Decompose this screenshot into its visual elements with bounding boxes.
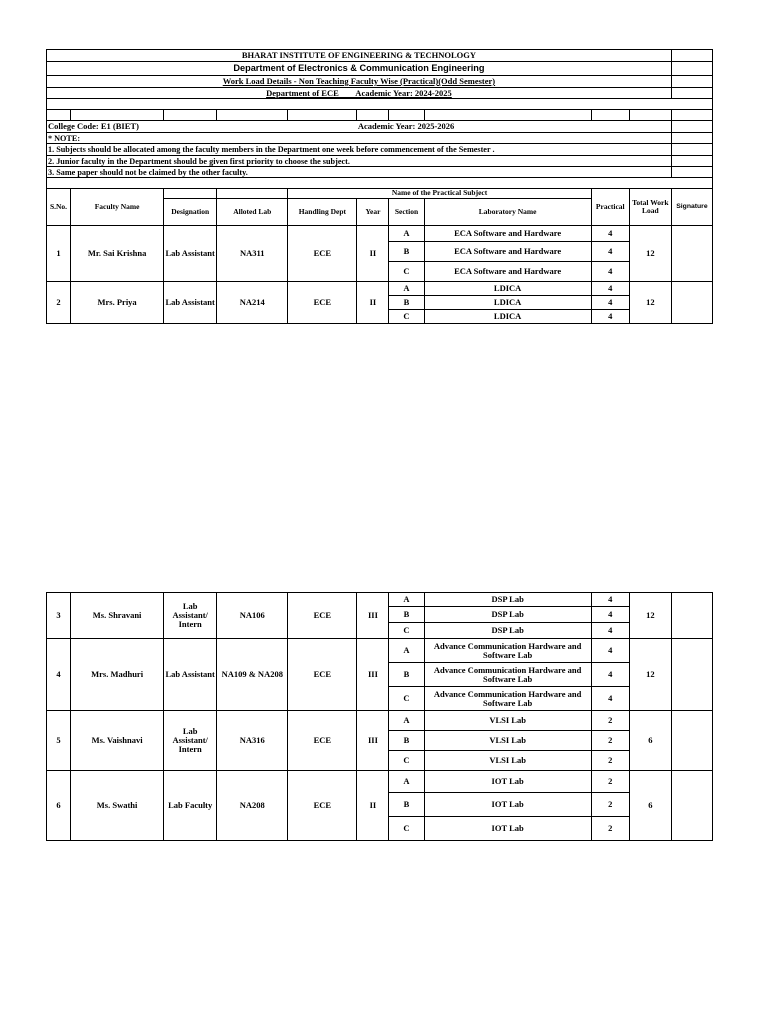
note-item: 3. Same paper should not be claimed by the other faculty. [47, 167, 672, 178]
total-workload-cell: 12 [629, 226, 671, 282]
faculty-name-cell: Ms. Shravani [71, 593, 164, 639]
alloted-lab-cell: NA109 & NA208 [217, 639, 288, 711]
faculty-name-cell: Ms. Swathi [71, 771, 164, 841]
spacer-row [47, 178, 713, 189]
sno-cell: 1 [47, 226, 71, 282]
blank-cell [671, 62, 712, 76]
practical-cell: 2 [591, 711, 629, 731]
signature-cell [671, 711, 712, 771]
practical-cell: 4 [591, 623, 629, 639]
designation-cell: Lab Assistant [164, 282, 217, 324]
section-cell: B [389, 731, 424, 751]
lab-name-cell: ECA Software and Hardware [424, 262, 591, 282]
table-row [47, 282, 713, 296]
alloted-lab-cell: NA106 [217, 593, 288, 639]
designation-cell: Lab Assistant/ Intern [164, 711, 217, 771]
year-cell: III [357, 593, 389, 639]
section-cell: B [389, 296, 424, 310]
col-header-signature: Signature [671, 189, 712, 226]
department-name: Department of Electronics & Communication Engineering [47, 62, 672, 76]
blank-cell [671, 88, 712, 99]
total-workload-cell: 12 [629, 639, 671, 711]
signature-cell [671, 639, 712, 711]
college-code: College Code: E1 (BIET) [47, 121, 288, 133]
lab-name-cell: LDICA [424, 296, 591, 310]
handling-dept-cell: ECE [288, 639, 357, 711]
signature-cell [671, 593, 712, 639]
academic-year: Academic Year: 2025-2026 [288, 121, 672, 133]
institute-name: BHARAT INSTITUTE OF ENGINEERING & TECHNOLOGY [47, 50, 672, 62]
designation-cell: Lab Assistant [164, 639, 217, 711]
practical-cell: 2 [591, 751, 629, 771]
section-cell: B [389, 663, 424, 687]
lab-name-cell: Advance Communication Hardware and Software Lab [424, 639, 591, 663]
total-workload-cell: 12 [629, 282, 671, 324]
table-row [47, 593, 713, 607]
col-header-alloted-lab: Alloted Lab [217, 199, 288, 226]
practical-cell: 4 [591, 296, 629, 310]
lab-name-cell: DSP Lab [424, 607, 591, 623]
table-row [47, 771, 713, 793]
department-academic-year: Department of ECE Academic Year: 2024-2025 [47, 88, 672, 99]
note-item: 2. Junior faculty in the Department should be given first priority to choose the subject. [47, 156, 672, 167]
col-header-sno: S.No. [47, 189, 71, 226]
handling-dept-cell: ECE [288, 593, 357, 639]
practical-cell: 2 [591, 793, 629, 817]
workload-table-part1 [46, 49, 713, 324]
lab-name-cell: LDICA [424, 310, 591, 324]
practical-cell: 4 [591, 262, 629, 282]
table-row [47, 226, 713, 242]
practical-cell: 4 [591, 226, 629, 242]
handling-dept-cell: ECE [288, 282, 357, 324]
year-cell: II [357, 226, 389, 282]
practical-cell: 4 [591, 607, 629, 623]
sno-cell: 3 [47, 593, 71, 639]
blank-cell [671, 50, 712, 62]
blank-cell [671, 121, 712, 133]
faculty-name-cell: Mrs. Madhuri [71, 639, 164, 711]
total-workload-cell: 6 [629, 711, 671, 771]
col-header-faculty: Faculty Name [71, 189, 164, 226]
alloted-lab-cell: NA214 [217, 282, 288, 324]
lab-name-cell: ECA Software and Hardware [424, 242, 591, 262]
lab-name-cell: IOT Lab [424, 771, 591, 793]
section-cell: C [389, 310, 424, 324]
year-cell: II [357, 771, 389, 841]
section-cell: A [389, 226, 424, 242]
section-cell: C [389, 751, 424, 771]
practical-cell: 4 [591, 282, 629, 296]
lab-name-cell: ECA Software and Hardware [424, 226, 591, 242]
alloted-lab-cell: NA311 [217, 226, 288, 282]
practical-cell: 4 [591, 310, 629, 324]
year-cell: II [357, 282, 389, 324]
total-workload-cell: 6 [629, 771, 671, 841]
section-cell: C [389, 817, 424, 841]
designation-cell: Lab Faculty [164, 771, 217, 841]
section-cell: A [389, 593, 424, 607]
col-header-subject-group: Name of the Practical Subject [288, 189, 591, 199]
note-title: * NOTE: [47, 133, 672, 144]
workload-title: Work Load Details - Non Teaching Faculty Wise (Practical)(Odd Semester) [47, 76, 672, 88]
faculty-name-cell: Mr. Sai Krishna [71, 226, 164, 282]
lab-name-cell: Advance Communication Hardware and Software Lab [424, 663, 591, 687]
lab-name-cell: DSP Lab [424, 593, 591, 607]
section-cell: A [389, 711, 424, 731]
section-cell: A [389, 771, 424, 793]
practical-cell: 2 [591, 771, 629, 793]
blank-cell [671, 76, 712, 88]
section-cell: C [389, 262, 424, 282]
section-cell: C [389, 687, 424, 711]
designation-cell: Lab Assistant [164, 226, 217, 282]
col-header-section: Section [389, 199, 424, 226]
sno-cell: 2 [47, 282, 71, 324]
spacer-row [47, 99, 713, 110]
section-cell: C [389, 623, 424, 639]
section-cell: B [389, 607, 424, 623]
lab-name-cell: DSP Lab [424, 623, 591, 639]
section-cell: B [389, 793, 424, 817]
practical-cell: 4 [591, 687, 629, 711]
practical-cell: 4 [591, 593, 629, 607]
workload-table-part2 [46, 592, 713, 841]
signature-cell [671, 771, 712, 841]
section-cell: A [389, 282, 424, 296]
practical-cell: 4 [591, 639, 629, 663]
handling-dept-cell: ECE [288, 711, 357, 771]
faculty-name-cell: Ms. Vaishnavi [71, 711, 164, 771]
table-row [47, 711, 713, 731]
sno-cell: 5 [47, 711, 71, 771]
practical-cell: 2 [591, 731, 629, 751]
practical-cell: 2 [591, 817, 629, 841]
year-cell: III [357, 711, 389, 771]
col-header-total: Total Work Load [629, 189, 671, 226]
section-cell: A [389, 639, 424, 663]
col-header-year: Year [357, 199, 389, 226]
alloted-lab-cell: NA208 [217, 771, 288, 841]
signature-cell [671, 226, 712, 282]
lab-name-cell: IOT Lab [424, 817, 591, 841]
lab-name-cell: VLSI Lab [424, 711, 591, 731]
handling-dept-cell: ECE [288, 771, 357, 841]
lab-name-cell: LDICA [424, 282, 591, 296]
faculty-name-cell: Mrs. Priya [71, 282, 164, 324]
lab-name-cell: IOT Lab [424, 793, 591, 817]
table-row [47, 639, 713, 663]
note-item: 1. Subjects should be allocated among the faculty members in the Department one week before commencement of the Semester . [47, 144, 672, 156]
section-cell: B [389, 242, 424, 262]
lab-name-cell: VLSI Lab [424, 751, 591, 771]
signature-cell [671, 282, 712, 324]
total-workload-cell: 12 [629, 593, 671, 639]
lab-name-cell: VLSI Lab [424, 731, 591, 751]
lab-name-cell: Advance Communication Hardware and Software Lab [424, 687, 591, 711]
col-header-practical: Practical [591, 189, 629, 226]
col-header-lab-name: Laboratory Name [424, 199, 591, 226]
year-cell: III [357, 639, 389, 711]
practical-cell: 4 [591, 663, 629, 687]
handling-dept-cell: ECE [288, 226, 357, 282]
practical-cell: 4 [591, 242, 629, 262]
designation-cell: Lab Assistant/ Intern [164, 593, 217, 639]
sno-cell: 6 [47, 771, 71, 841]
col-header-handling-dept: Handling Dept [288, 199, 357, 226]
sno-cell: 4 [47, 639, 71, 711]
alloted-lab-cell: NA316 [217, 711, 288, 771]
col-header-designation: Designation [164, 199, 217, 226]
